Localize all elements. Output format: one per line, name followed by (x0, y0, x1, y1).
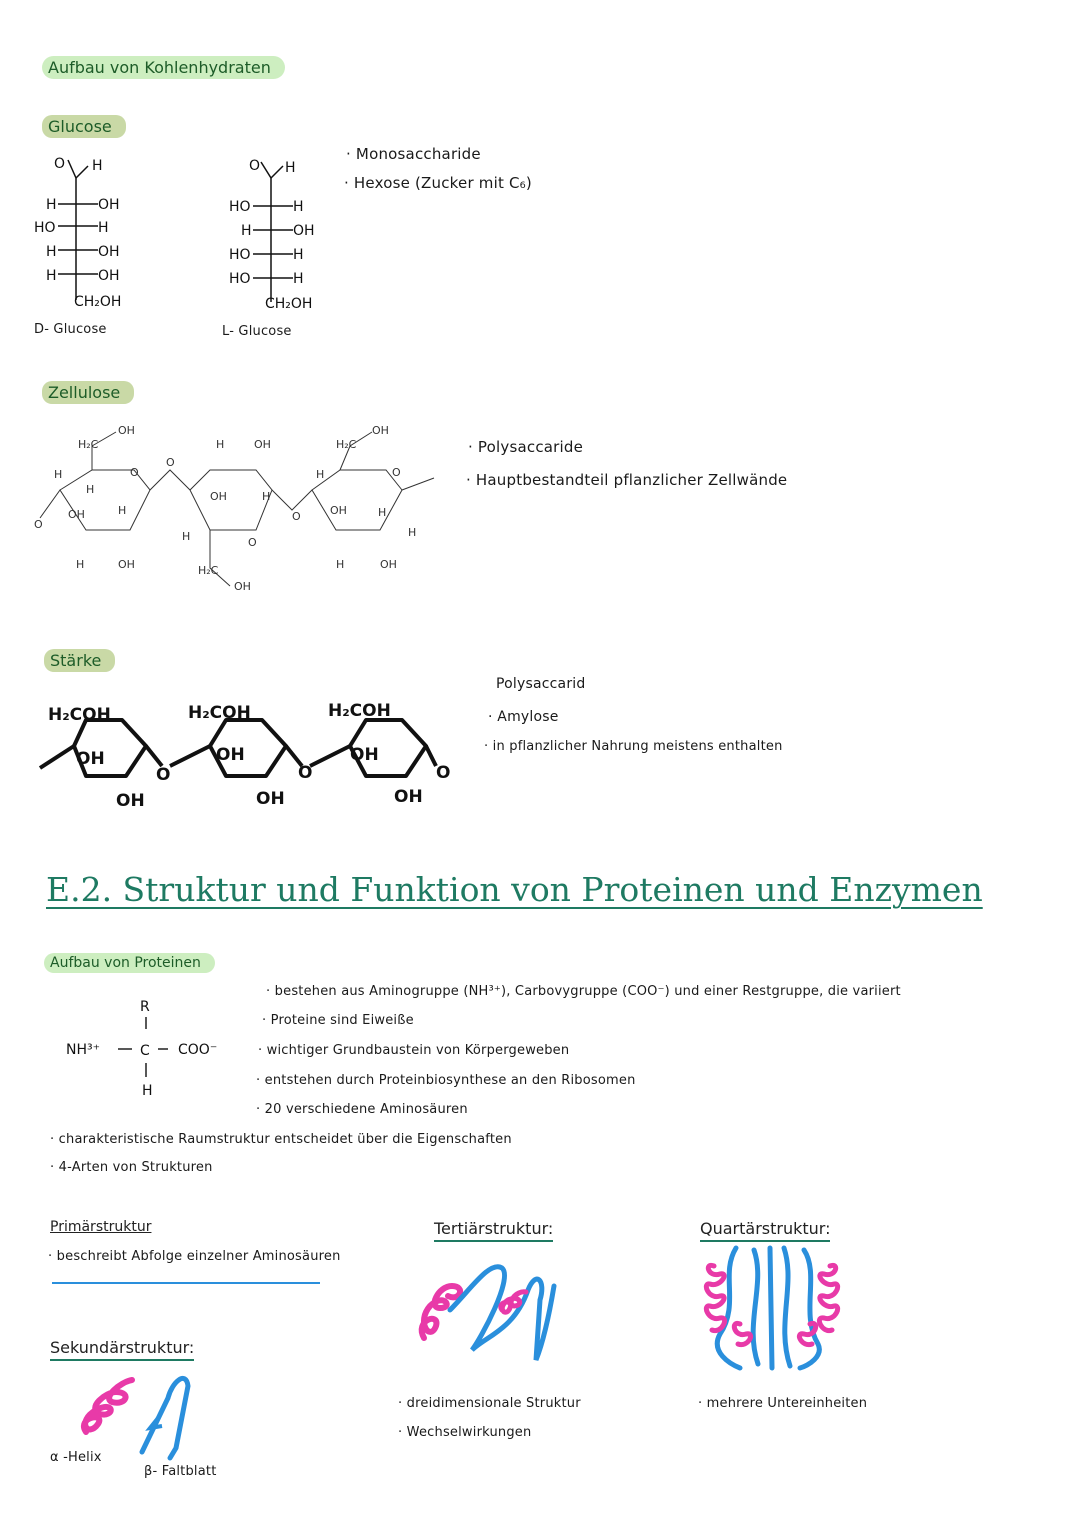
d-glucose-label: D- Glucose (34, 322, 107, 337)
svg-text:O: O (34, 518, 43, 531)
svg-text:COO⁻: COO⁻ (178, 1042, 218, 1058)
svg-text:H: H (316, 468, 325, 481)
protein-note-4: · entstehen durch Proteinbiosynthese an den Ribosomen (256, 1073, 636, 1088)
quartaerstruktur-drawing (700, 1244, 850, 1374)
svg-text:H: H (142, 1083, 153, 1099)
svg-text:NH³⁺: NH³⁺ (66, 1042, 101, 1058)
tertiaerstruktur-drawing (410, 1250, 580, 1370)
primaerstruktur-heading: Primärstruktur (50, 1219, 152, 1235)
svg-text:HO: HO (229, 247, 251, 263)
zellulose-structure (30, 418, 450, 598)
svg-text:OH: OH (394, 787, 423, 807)
svg-text:OH: OH (76, 749, 105, 769)
glucose-heading: Glucose (42, 115, 126, 138)
beta-faltblatt-label: β- Faltblatt (144, 1464, 217, 1479)
svg-text:H: H (46, 244, 57, 260)
svg-text:OH: OH (293, 223, 315, 239)
l-glucose-structure (225, 152, 355, 347)
svg-text:OH: OH (372, 424, 389, 437)
svg-text:O: O (436, 763, 451, 783)
staerke-note-3: · in pflanzlicher Nahrung meistens enthalten (484, 739, 783, 754)
svg-text:OH: OH (98, 197, 120, 213)
page-title: E.2. Struktur und Funktion von Proteinen und Enzymen (46, 870, 983, 909)
svg-text:H: H (262, 490, 271, 503)
protein-note-3: · wichtiger Grundbaustein von Körpergeweben (258, 1043, 570, 1058)
svg-text:OH: OH (98, 268, 120, 284)
svg-text:OH: OH (380, 558, 397, 571)
svg-text:H: H (293, 247, 304, 263)
svg-text:C: C (140, 1043, 150, 1059)
svg-text:OH: OH (330, 504, 347, 517)
primaerstruktur-note: · beschreibt Abfolge einzelner Aminosäuren (48, 1249, 341, 1264)
svg-text:H: H (86, 483, 95, 496)
svg-text:H: H (46, 197, 57, 213)
d-glucose-structure (30, 150, 160, 345)
svg-text:H: H (182, 530, 191, 543)
svg-text:OH: OH (216, 745, 245, 765)
zellulose-note-1: · Polysaccaride (468, 438, 584, 456)
section-heading-kohlenhydrate: Aufbau von Kohlenhydraten (42, 56, 285, 79)
svg-text:OH: OH (116, 791, 145, 811)
svg-text:H₂C: H₂C (198, 564, 219, 577)
svg-text:OH: OH (118, 424, 135, 437)
svg-text:O: O (166, 456, 175, 469)
svg-text:H: H (118, 504, 127, 517)
svg-text:H: H (285, 160, 296, 176)
svg-text:H: H (76, 558, 85, 571)
svg-text:OH: OH (68, 508, 85, 521)
svg-text:H: H (408, 526, 417, 539)
svg-text:OH: OH (210, 490, 227, 503)
svg-text:O: O (130, 466, 139, 479)
quartaerstruktur-heading: Quartärstruktur: (700, 1219, 830, 1242)
svg-text:OH: OH (98, 244, 120, 260)
quartaerstruktur-note: · mehrere Untereinheiten (698, 1396, 868, 1411)
staerke-note-1: Polysaccarid (496, 676, 586, 692)
svg-text:HO: HO (34, 220, 56, 236)
svg-text:H₂COH: H₂COH (328, 701, 391, 721)
zellulose-note-2: · Hauptbestandteil pflanzlicher Zellwände (466, 471, 788, 489)
svg-text:O: O (392, 466, 401, 479)
zellulose-heading: Zellulose (42, 381, 134, 404)
sekundaerstruktur-drawing (76, 1362, 206, 1462)
primaerstruktur-chain (52, 1282, 320, 1284)
staerke-heading: Stärke (44, 649, 115, 672)
protein-note-5: · 20 verschiedene Aminosäuren (256, 1102, 468, 1117)
alpha-helix-label: α -Helix (50, 1450, 102, 1465)
svg-text:O: O (248, 536, 257, 549)
svg-text:HO: HO (229, 271, 251, 287)
svg-text:O: O (292, 510, 301, 523)
glucose-note-2: · Hexose (Zucker mit C₆) (344, 174, 532, 192)
svg-text:H: H (378, 506, 387, 519)
aufbau-proteine-heading: Aufbau von Proteinen (44, 953, 215, 973)
svg-text:O: O (249, 158, 261, 174)
protein-note-1: · bestehen aus Aminogruppe (NH³⁺), Carbovygruppe (COO⁻) und einer Restgruppe, die variiert (266, 984, 901, 999)
glucose-note-1: · Monosaccharide (346, 145, 481, 163)
svg-text:OH: OH (254, 438, 271, 451)
staerke-note-2: · Amylose (488, 709, 559, 725)
svg-text:OH: OH (350, 745, 379, 765)
svg-text:OH: OH (234, 580, 251, 593)
svg-text:CH₂OH: CH₂OH (74, 294, 122, 310)
svg-text:H: H (336, 558, 345, 571)
svg-text:H: H (92, 158, 103, 174)
tertiaerstruktur-note-1: · dreidimensionale Struktur (398, 1396, 581, 1411)
protein-note-2: · Proteine sind Eiweiße (262, 1013, 414, 1028)
svg-text:CH₂OH: CH₂OH (265, 296, 313, 312)
protein-general-1: · charakteristische Raumstruktur entscheidet über die Eigenschaften (50, 1132, 512, 1147)
beta-faltblatt (142, 1378, 188, 1458)
svg-text:H: H (98, 220, 109, 236)
svg-text:H₂COH: H₂COH (188, 703, 251, 723)
svg-text:H₂COH: H₂COH (48, 705, 111, 725)
alpha-helix (84, 1380, 132, 1432)
tertiaerstruktur-note-2: · Wechselwirkungen (398, 1425, 532, 1440)
svg-text:HO: HO (229, 199, 251, 215)
svg-text:OH: OH (118, 558, 135, 571)
svg-text:H: H (293, 199, 304, 215)
svg-text:H: H (54, 468, 63, 481)
svg-text:O: O (156, 765, 171, 785)
sekundaerstruktur-heading: Sekundärstruktur: (50, 1338, 194, 1361)
svg-text:O: O (54, 156, 66, 172)
protein-general-2: · 4-Arten von Strukturen (50, 1160, 213, 1175)
tertiaerstruktur-heading: Tertiärstruktur: (434, 1219, 553, 1242)
svg-text:H: H (293, 271, 304, 287)
svg-text:H₂C: H₂C (78, 438, 99, 451)
l-glucose-label: L- Glucose (222, 324, 292, 339)
svg-text:H: H (241, 223, 252, 239)
svg-text:O: O (298, 763, 313, 783)
staerke-structure (30, 690, 460, 820)
svg-text:H: H (216, 438, 225, 451)
svg-text:H: H (46, 268, 57, 284)
svg-text:OH: OH (256, 789, 285, 809)
svg-text:H₂C: H₂C (336, 438, 357, 451)
aminosaeure-formula (60, 995, 240, 1105)
svg-text:R: R (140, 999, 150, 1015)
